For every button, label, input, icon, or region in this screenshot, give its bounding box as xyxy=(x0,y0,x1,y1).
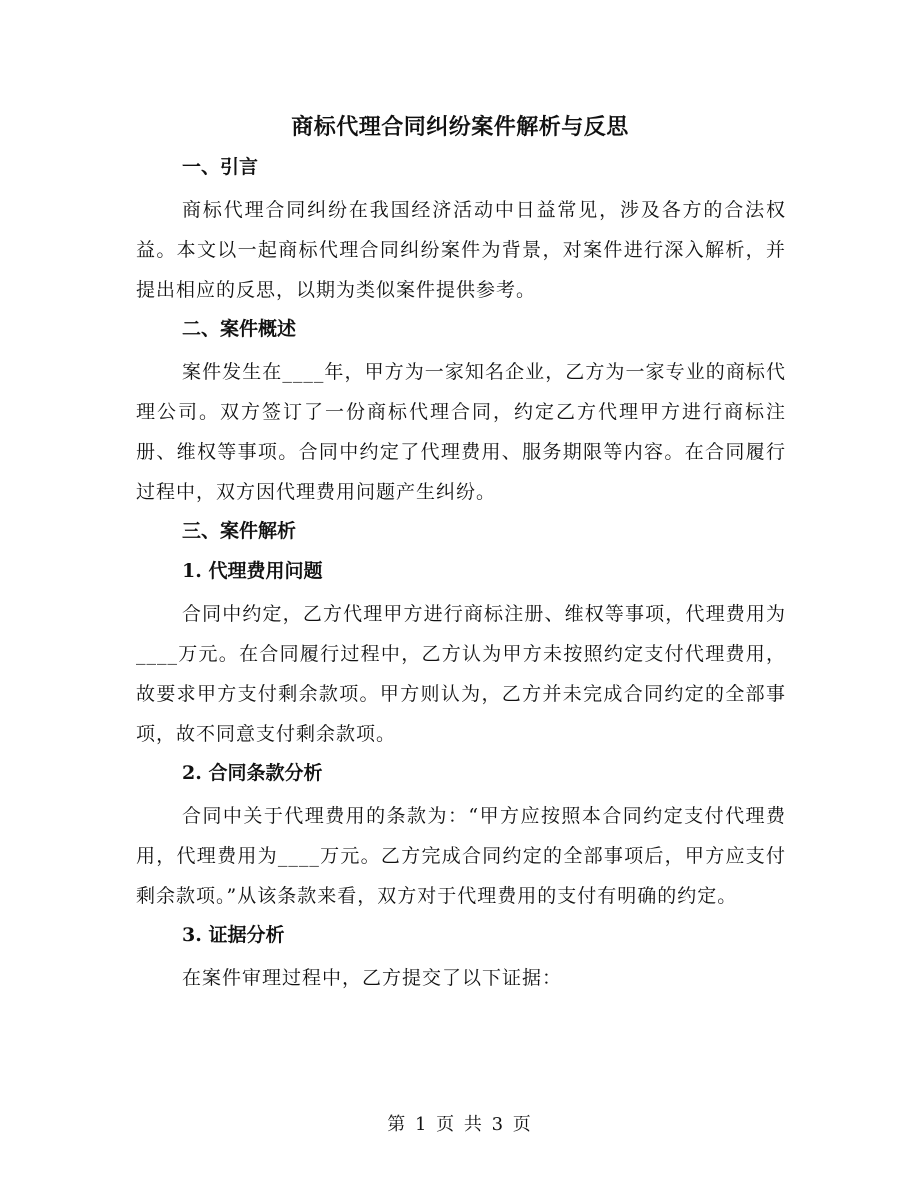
section-heading-analysis: 三、案件解析 xyxy=(182,520,297,542)
section-heading-intro: 一、引言 xyxy=(182,156,259,178)
section-heading-overview: 二、案件概述 xyxy=(182,318,297,340)
subheading-evidence-analysis: 3. 证据分析 xyxy=(182,924,285,946)
paragraph-intro: 商标代理合同纠纷在我国经济活动中日益常见，涉及各方的合法权益。本文以一起商标代理合同纠纷案件为背景，对案件进行深入解析，并提出相应的反思，以期为类似案件提供参考。 xyxy=(136,199,786,301)
document-title: 商标代理合同纠纷案件解析与反思 xyxy=(291,114,629,140)
document-body xyxy=(136,150,786,998)
subheading-fee-issue: 1. 代理费用问题 xyxy=(182,560,323,582)
paragraph-fee-issue: 合同中约定，乙方代理甲方进行商标注册、维权等事项，代理费用为____万元。在合同履行过程中，乙方认为甲方未按照约定支付代理费用，故要求甲方支付剩余款项。甲方则认为，乙方并未完成合同约定的全部事项，故不同意支付剩余款项。 xyxy=(136,603,786,745)
subheading-clause-analysis: 2. 合同条款分析 xyxy=(182,762,323,784)
paragraph-clause-analysis: 合同中关于代理费用的条款为：“甲方应按照本合同约定支付代理费用，代理费用为____万元。乙方完成合同约定的全部事项后，甲方应支付剩余款项。”从该条款来看，双方对于代理费用的支付有明确的约定。 xyxy=(136,805,786,907)
page-number: 第 1 页 共 3 页 xyxy=(387,1114,533,1135)
paragraph-evidence-analysis: 在案件审理过程中，乙方提交了以下证据： xyxy=(182,967,563,989)
paragraph-overview: 案件发生在____年，甲方为一家知名企业，乙方为一家专业的商标代理公司。双方签订了一份商标代理合同，约定乙方代理甲方进行商标注册、维权等事项。合同中约定了代理费用、服务期限等内容。在合同履行过程中，双方因代理费用问题产生纠纷。 xyxy=(136,361,786,503)
